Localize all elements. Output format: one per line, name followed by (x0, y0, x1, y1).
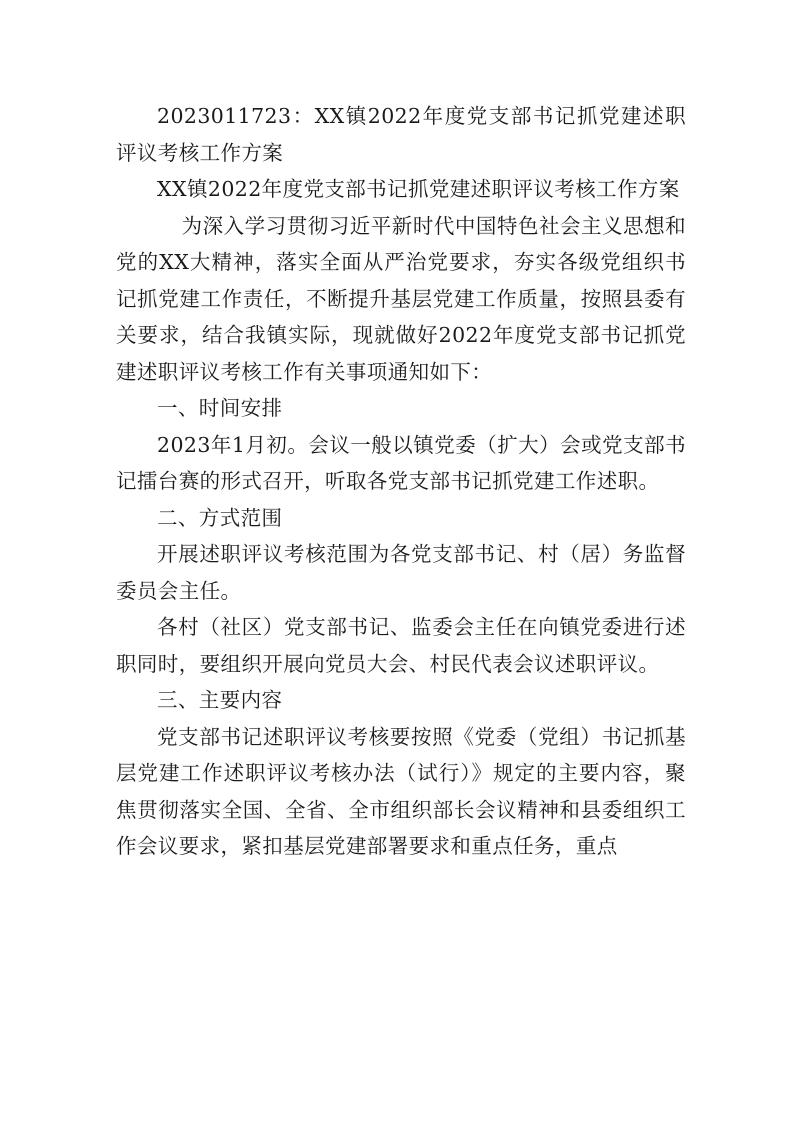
document-subtitle: XX镇2022年度党支部书记抓党建述职评议考核工作方案 (157, 177, 680, 201)
intro-paragraph: 为深入学习贯彻习近平新时代中国特色社会主义思想和党的XX大精神，落实全面从严治党要求，夯实各级党组织书记抓党建工作责任，不断提升基层党建工作质量，按照县委有关要求，结合我镇实际，现就做好2022年度党支部书记抓党建述职评议考核工作有关事项通知如下： (116, 213, 686, 384)
section-heading-time: 一、时间安排 (157, 396, 283, 420)
scope-paragraph-1: 开展述职评议考核范围为各党支部书记、村（居）务监督委员会主任。 (116, 542, 686, 603)
scope-paragraph-2: 各村（社区）党支部书记、监委会主任在向镇党委进行述职同时，要组织开展向党员大会、村民代表会议述职评议。 (116, 615, 686, 676)
time-paragraph: 2023年1月初。会议一般以镇党委（扩大）会或党支部书记擂台赛的形式召开，听取各党支部书记抓党建工作述职。 (116, 432, 686, 493)
content-paragraph: 党支部书记述职评议考核要按照《党委（党组）书记抓基层党建工作述职评议考核办法（试行）》规定的主要内容，聚焦贯彻落实全国、全省、全市组织部长会议精神和县委组织工作会议要求，紧扣基层党建部署要求和重点任务，重点 (116, 724, 686, 858)
document-title: 2023011723：XX镇2022年度党支部书记抓党建述职评议考核工作方案 (116, 104, 686, 165)
section-heading-scope: 二、方式范围 (157, 505, 283, 530)
section-heading-content: 三、主要内容 (157, 688, 283, 712)
document-body (116, 98, 686, 865)
